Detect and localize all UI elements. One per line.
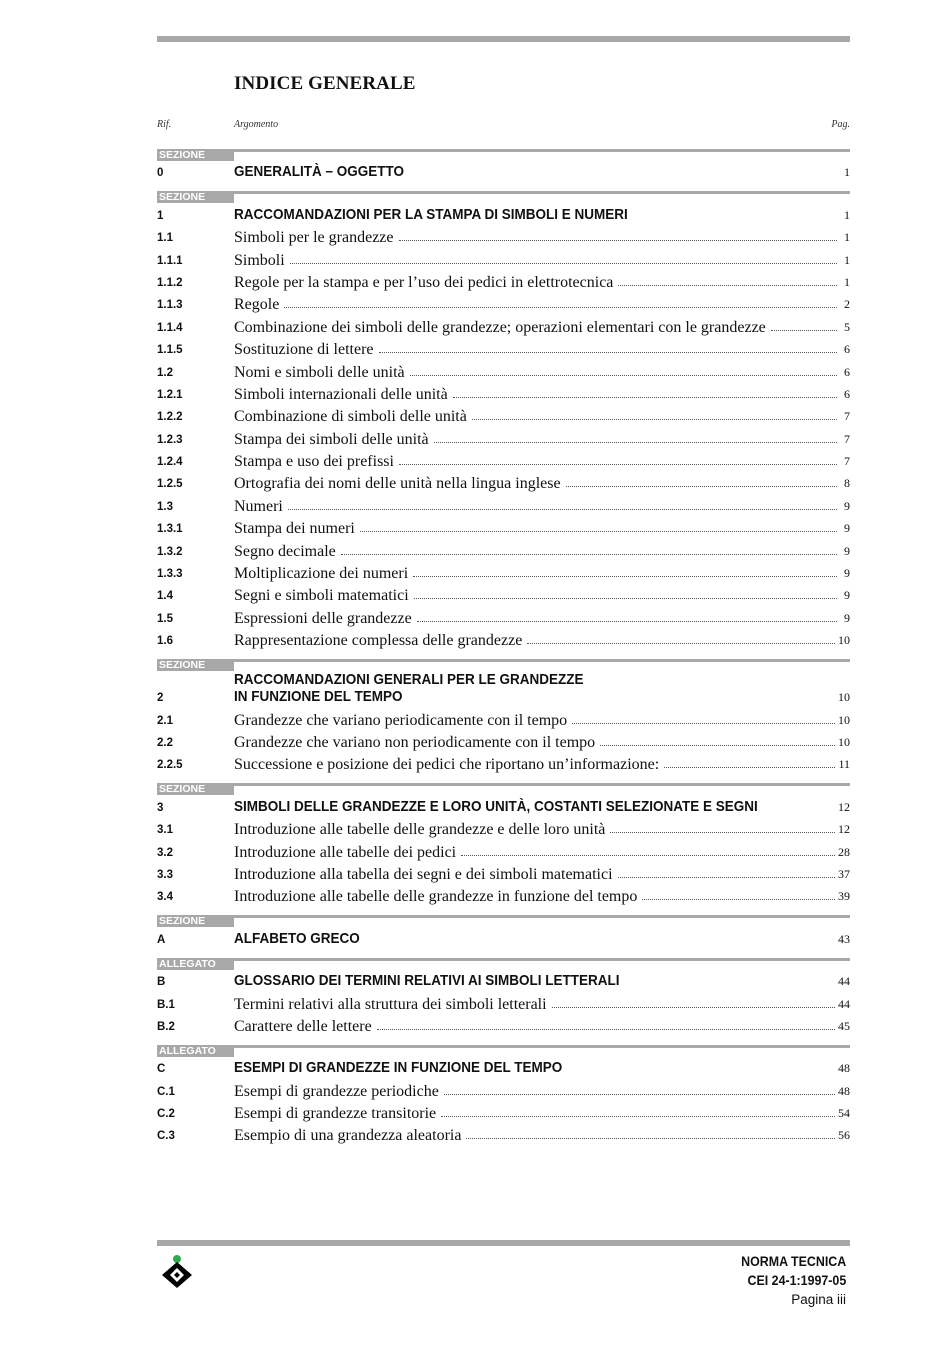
section-rule [157,915,850,918]
dot-leader [566,486,837,487]
entry-page: 45 [838,1018,850,1033]
entry-page: 9 [844,498,850,513]
entry-page: 1 [844,274,850,289]
section-label [157,657,850,671]
toc-entry-row[interactable] [157,1015,850,1037]
entry-page: 48 [838,1083,850,1098]
entry-ref: 1 [157,209,164,222]
entry-ref: 3 [157,801,164,814]
entry-title: Esempi di grandezze periodiche [234,1082,439,1100]
entry-title: Combinazione dei simboli delle grandezze; operazioni elementari con le grandezze [234,318,766,336]
entry-title: ALFABETO GRECO [234,929,360,947]
entry-ref: 1.3.1 [157,523,183,536]
entry-page: 10 [838,734,850,749]
dot-leader [618,285,837,286]
entry-title: Introduzione alle tabelle delle grandezze in funzione del tempo [234,888,638,906]
dot-leader [664,767,835,768]
entry-title: Moltiplicazione dei numeri [234,565,409,583]
dot-leader [417,621,837,622]
toc-heading-row[interactable] [157,203,850,225]
entry-title: RACCOMANDAZIONI GENERALI PER LE GRANDEZZE IN FUNZIONE DEL TEMPO [234,671,584,706]
entry-ref: 3.3 [157,868,173,881]
entry-ref: 1.1.3 [157,299,183,312]
entry-ref: 1.2.4 [157,456,183,469]
entry-ref: B.2 [157,1020,175,1033]
column-header-page: Pag. [831,119,850,130]
table-of-contents [157,147,850,1152]
dot-leader [453,397,837,398]
toc-entry-row[interactable] [157,539,850,561]
dot-leader [377,1029,835,1030]
entry-ref: 1.3.2 [157,545,183,558]
entry-ref: 2.1 [157,714,173,727]
toc-entry-row[interactable] [157,1102,850,1124]
section-label [157,147,850,161]
entry-page: 1 [844,230,850,245]
toc-entry-row[interactable] [157,450,850,472]
entry-title: ESEMPI DI GRANDEZZE IN FUNZIONE DEL TEMPO [234,1059,563,1077]
entry-page: 44 [838,996,850,1011]
toc-section [157,781,850,907]
page-title: INDICE GENERALE [234,73,416,94]
toc-entry-row[interactable] [157,1079,850,1101]
entry-page: 2 [844,297,850,312]
entry-ref: 1.3 [157,500,173,513]
entry-title: Segni e simboli matematici [234,587,409,605]
entry-ref: C.3 [157,1130,175,1143]
section-tag: SEZIONE [157,192,234,203]
entry-title: Ortografia dei nomi delle unità nella lingua inglese [234,475,561,493]
entry-title: Combinazione di simboli delle unità [234,408,467,426]
entry-ref: 1.2.5 [157,478,183,491]
toc-section [157,657,850,775]
column-header-topic: Argomento [234,119,279,130]
entry-page: 1 [844,207,850,222]
cei-logo-icon [159,1254,195,1290]
toc-heading-row[interactable] [157,795,850,817]
toc-section [157,956,850,1037]
dot-leader [341,554,837,555]
dot-leader [284,307,837,308]
dot-leader [399,464,837,465]
entry-ref: 1.2.2 [157,411,183,424]
entry-page: 7 [844,431,850,446]
entry-page: 7 [844,409,850,424]
section-label [157,913,850,927]
entry-ref: 1.1.2 [157,276,183,289]
entry-page: 10 [838,712,850,727]
entry-title: Termini relativi alla struttura dei simboli letterali [234,995,547,1013]
entry-ref: 3.1 [157,824,173,837]
section-label [157,781,850,795]
toc-entry-row[interactable] [157,731,850,753]
dot-leader [618,877,835,878]
entry-page: 9 [844,543,850,558]
dot-leader [441,1116,835,1117]
dot-leader [399,240,838,241]
entry-page: 9 [844,610,850,625]
entry-title: Stampa e uso dei prefissi [234,453,394,471]
section-rule [157,783,850,786]
section-label [157,189,850,203]
entry-ref: C.2 [157,1108,175,1121]
dot-leader [771,330,837,331]
toc-entry-row[interactable] [157,818,850,840]
entry-ref: B [157,976,166,989]
entry-title: Stampa dei simboli delle unità [234,430,429,448]
entry-title: Successione e posizione dei pedici che riportano un’informazione: [234,756,660,774]
entry-page: 12 [838,822,850,837]
section-label [157,1043,850,1057]
toc-entry-row[interactable] [157,293,850,315]
dot-leader [610,832,835,833]
entry-title: Rappresentazione complessa delle grandezze [234,632,523,650]
section-tag: ALLEGATO [157,959,234,970]
entry-page: 9 [844,566,850,581]
entry-title: Segno decimale [234,542,336,560]
section-rule [157,149,850,152]
entry-title: Regole [234,296,280,314]
toc-entry-row[interactable] [157,1124,850,1146]
toc-section [157,1043,850,1147]
entry-ref: 1.1 [157,232,173,245]
entry-page: 1 [844,165,850,180]
entry-page: 10 [838,633,850,648]
dot-leader [360,531,837,532]
entry-page: 37 [838,866,850,881]
entry-ref: 2 [157,692,164,705]
toc-entry-row[interactable] [157,840,850,862]
toc-entry-row[interactable] [157,472,850,494]
dot-leader [472,419,837,420]
entry-ref: 1.2.3 [157,433,183,446]
dot-leader [552,1007,835,1008]
dot-leader [434,442,837,443]
dot-leader [288,509,837,510]
toc-entry-row[interactable] [157,427,850,449]
footer-standard-code: CEI 24-1:1997-05 [747,1273,846,1288]
dot-leader [642,899,835,900]
entry-title: GENERALITÀ – OGGETTO [234,163,405,181]
entry-title: Nomi e simboli delle unità [234,363,405,381]
toc-entry-row[interactable] [157,383,850,405]
footer-block [732,1252,846,1309]
entry-ref: 1.3.3 [157,568,183,581]
section-tag: SEZIONE [157,784,234,795]
footer-page-number: Pagina iii [791,1292,846,1307]
entry-title: Introduzione alle tabelle delle grandezze e delle loro unità [234,821,606,839]
entry-title: Grandezze che variano non periodicamente con il tempo [234,733,596,751]
toc-entry-row[interactable] [157,584,850,606]
entry-page: 6 [844,386,850,401]
entry-title: Introduzione alla tabella dei segni e dei simboli matematici [234,865,613,883]
toc-heading-row[interactable] [157,161,850,183]
toc-entry-row[interactable] [157,517,850,539]
section-tag: SEZIONE [157,916,234,927]
entry-title: RACCOMANDAZIONI PER LA STAMPA DI SIMBOLI E NUMERI [234,205,628,223]
entry-page: 9 [844,588,850,603]
section-label [157,956,850,970]
entry-ref: 1.1.4 [157,321,183,334]
entry-ref: 3.4 [157,891,173,904]
entry-title: Numeri [234,497,283,515]
toc-heading-row[interactable] [157,970,850,992]
entry-page: 48 [838,1061,850,1076]
dot-leader [379,352,837,353]
entry-ref: A [157,933,166,946]
toc-entry-row[interactable] [157,606,850,628]
toc-entry-row[interactable] [157,226,850,248]
entry-ref: 1.5 [157,612,173,625]
section-rule [157,659,850,662]
entry-ref: 1.1.5 [157,344,183,357]
entry-ref: 2.2.5 [157,759,183,772]
top-rule [157,36,850,42]
toc-entry-row[interactable] [157,271,850,293]
toc-entry-row[interactable] [157,562,850,584]
dot-leader [572,723,835,724]
toc-entry-row[interactable] [157,338,850,360]
entry-title: Sostituzione di lettere [234,341,374,359]
entry-page: 54 [838,1106,850,1121]
toc-entry-row[interactable] [157,629,850,651]
entry-page: 7 [844,454,850,469]
dot-leader [444,1094,835,1095]
entry-page: 10 [838,690,850,705]
entry-title: Grandezze che variano periodicamente con il tempo [234,711,568,729]
entry-page: 12 [838,799,850,814]
toc-entry-row[interactable] [157,753,850,775]
section-rule [157,191,850,194]
toc-section [157,147,850,183]
entry-ref: C [157,1063,166,1076]
dot-leader [461,855,835,856]
bottom-rule [157,1240,850,1246]
entry-ref: B.1 [157,998,175,1011]
toc-heading-row[interactable] [157,671,850,708]
toc-entry-row[interactable] [157,992,850,1014]
entry-page: 9 [844,521,850,536]
entry-page: 43 [838,931,850,946]
entry-title: Simboli per le grandezze [234,229,394,247]
toc-heading-row[interactable] [157,1057,850,1079]
entry-title: Espressioni delle grandezze [234,609,412,627]
toc-section [157,189,850,651]
toc-entry-row[interactable] [157,315,850,337]
entry-ref: 0 [157,167,164,180]
toc-entry-row[interactable] [157,405,850,427]
entry-page: 56 [838,1128,850,1143]
dot-leader [290,263,837,264]
entry-title: Simboli [234,251,285,269]
entry-title: Stampa dei numeri [234,520,355,538]
entry-ref: 1.2 [157,366,173,379]
column-header-ref: Rif. [157,119,172,130]
toc-entry-row[interactable] [157,494,850,516]
entry-page: 5 [844,319,850,334]
toc-entry-row[interactable] [157,885,850,907]
entry-page: 44 [838,974,850,989]
dot-leader [466,1138,835,1139]
entry-title: Regole per la stampa e per l’uso dei pedici in elettrotecnica [234,273,614,291]
entry-ref: 2.2 [157,736,173,749]
dot-leader [413,576,837,577]
entry-page: 39 [838,889,850,904]
entry-title: Esempio di una grandezza aleatoria [234,1127,462,1145]
dot-leader [410,375,837,376]
entry-title: Esempi di grandezze transitorie [234,1105,437,1123]
entry-ref: 3.2 [157,846,173,859]
entry-title: GLOSSARIO DEI TERMINI RELATIVI AI SIMBOLI LETTERALI [234,972,620,990]
entry-title: Simboli internazionali delle unità [234,385,448,403]
section-rule [157,958,850,961]
dot-leader [414,598,837,599]
entry-page: 1 [844,252,850,267]
entry-ref: 1.6 [157,635,173,648]
entry-page: 11 [838,757,850,772]
section-tag: SEZIONE [157,150,234,161]
entry-page: 6 [844,364,850,379]
footer-standard-label: NORMA TECNICA [740,1254,846,1269]
entry-title: Carattere delle lettere [234,1017,372,1035]
toc-section [157,913,850,949]
entry-ref: 1.4 [157,590,173,603]
entry-title: SIMBOLI DELLE GRANDEZZE E LORO UNITÀ, COSTANTI SELEZIONATE E SEGNI [234,797,758,815]
entry-ref: 1.2.1 [157,388,183,401]
toc-heading-row[interactable] [157,927,850,949]
toc-entry-row[interactable] [157,863,850,885]
entry-page: 28 [838,844,850,859]
toc-entry-row[interactable] [157,708,850,730]
toc-entry-row[interactable] [157,248,850,270]
toc-entry-row[interactable] [157,360,850,382]
section-rule [157,1045,850,1048]
dot-leader [600,745,835,746]
entry-ref: 1.1.1 [157,254,183,267]
entry-page: 8 [844,476,850,491]
dot-leader [527,643,835,644]
section-tag: ALLEGATO [157,1046,234,1057]
entry-ref: C.1 [157,1085,175,1098]
entry-page: 6 [844,342,850,357]
section-tag: SEZIONE [157,660,234,671]
entry-title: Introduzione alle tabelle dei pedici [234,843,457,861]
